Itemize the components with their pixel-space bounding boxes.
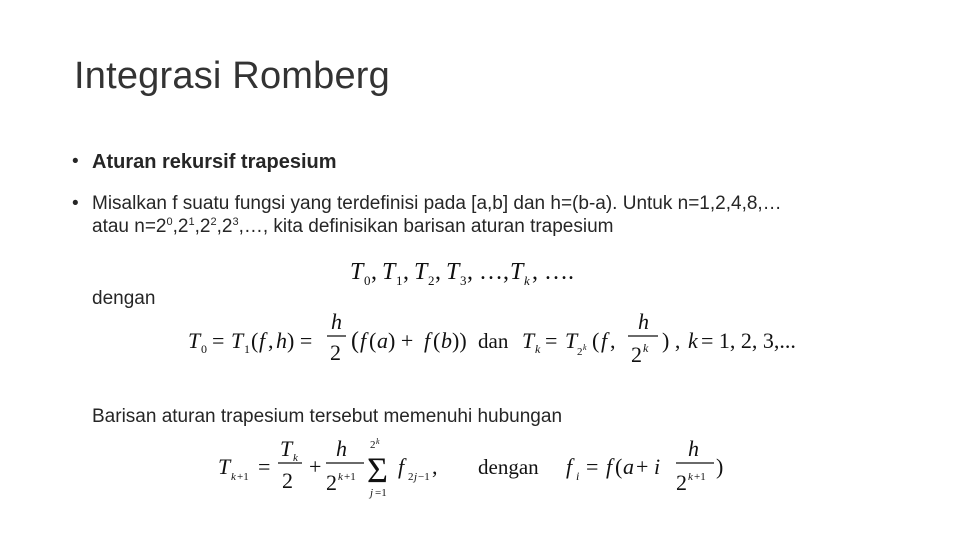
svg-text:h: h bbox=[688, 436, 699, 461]
svg-text:T: T bbox=[446, 259, 460, 285]
svg-text:j: j bbox=[370, 487, 374, 499]
exponent-2: 2 bbox=[210, 216, 217, 228]
bullet-symbol: • bbox=[72, 151, 79, 172]
svg-text:T: T bbox=[188, 328, 201, 353]
svg-text:k: k bbox=[688, 328, 698, 353]
svg-text:+: + bbox=[636, 454, 649, 479]
svg-text:(: ( bbox=[369, 328, 377, 353]
svg-text:=: = bbox=[586, 454, 599, 479]
svg-text:2: 2 bbox=[631, 342, 642, 367]
svg-text:h: h bbox=[276, 328, 287, 353]
svg-text:1: 1 bbox=[244, 342, 250, 356]
svg-text:0: 0 bbox=[364, 273, 371, 288]
svg-text:(: ( bbox=[615, 454, 623, 479]
svg-text:T: T bbox=[218, 454, 231, 479]
dengan-label: dengan bbox=[92, 288, 156, 309]
definition-line-1: Misalkan f suatu fungsi yang terdefinisi pada [a,b] dan h=(b-a). Untuk n=1,2,4,8,… bbox=[92, 193, 782, 214]
formula-base-and-general bbox=[188, 310, 798, 377]
svg-text:f: f bbox=[398, 454, 405, 479]
svg-text:, ….: , …. bbox=[532, 259, 574, 285]
exponent-1: 1 bbox=[188, 216, 195, 228]
svg-text:f: f bbox=[606, 454, 613, 479]
formula-sequence bbox=[350, 255, 590, 296]
svg-text:,: , bbox=[432, 454, 438, 479]
svg-text:i: i bbox=[576, 469, 580, 483]
svg-text:+1: +1 bbox=[694, 471, 706, 483]
formula-recurrence bbox=[218, 438, 738, 509]
svg-text:=: = bbox=[212, 328, 225, 353]
svg-text:=: = bbox=[545, 328, 558, 353]
svg-text:= 1, 2, 3,...: = 1, 2, 3,... bbox=[701, 328, 796, 353]
svg-text:) =: ) = bbox=[287, 328, 313, 353]
svg-text:a: a bbox=[623, 454, 634, 479]
svg-text:T: T bbox=[350, 259, 364, 285]
svg-text:,: , bbox=[268, 328, 274, 353]
svg-text:2: 2 bbox=[282, 468, 293, 493]
separator: , bbox=[194, 216, 200, 237]
svg-text:a: a bbox=[377, 328, 388, 353]
svg-text:2: 2 bbox=[326, 470, 337, 495]
svg-text:Σ: Σ bbox=[367, 450, 388, 490]
exponent-0: 0 bbox=[166, 216, 173, 228]
svg-text:T: T bbox=[510, 259, 524, 285]
svg-text:k: k bbox=[293, 452, 298, 464]
svg-text:b: b bbox=[441, 328, 452, 353]
svg-text:f: f bbox=[360, 328, 367, 353]
svg-text:3: 3 bbox=[460, 273, 467, 288]
dan-word: dan bbox=[478, 329, 509, 353]
svg-text:k: k bbox=[231, 471, 236, 483]
svg-text:k: k bbox=[524, 273, 530, 288]
line2-prefix: atau n=2 bbox=[92, 216, 167, 237]
svg-text:k: k bbox=[338, 471, 343, 483]
svg-text:T: T bbox=[522, 328, 535, 353]
separator: , bbox=[216, 216, 222, 237]
slide-title: Integrasi Romberg bbox=[74, 55, 390, 97]
svg-text:) +: ) + bbox=[388, 328, 414, 353]
svg-text:(: ( bbox=[433, 328, 441, 353]
svg-text:−1: −1 bbox=[418, 471, 430, 483]
barisan-label: Barisan aturan trapesium tersebut memenuhi hubungan bbox=[92, 406, 563, 427]
svg-text:2: 2 bbox=[577, 346, 583, 358]
svg-text:h: h bbox=[331, 309, 342, 334]
svg-text:T: T bbox=[280, 436, 293, 461]
svg-text:i: i bbox=[654, 454, 661, 479]
svg-text:h: h bbox=[336, 436, 347, 461]
svg-text:h: h bbox=[638, 309, 649, 334]
svg-text:(: ( bbox=[592, 328, 600, 353]
bullet-symbol: • bbox=[72, 193, 79, 214]
svg-text:)): )) bbox=[452, 328, 467, 353]
svg-text:k: k bbox=[643, 341, 649, 355]
svg-text:k: k bbox=[583, 343, 587, 352]
line2-suffix: ,…, kita definisikan barisan aturan trapesium bbox=[238, 216, 614, 237]
svg-text:1: 1 bbox=[396, 273, 403, 288]
svg-text:2: 2 bbox=[408, 471, 414, 483]
bullet-heading: Aturan rekursif trapesium bbox=[92, 151, 337, 173]
svg-text:T: T bbox=[565, 328, 578, 353]
svg-text:, …,: , …, bbox=[467, 259, 509, 285]
svg-text:k: k bbox=[376, 437, 380, 446]
svg-text:(: ( bbox=[251, 328, 259, 353]
svg-text:j: j bbox=[414, 471, 418, 483]
svg-text:T: T bbox=[414, 259, 428, 285]
svg-text:+: + bbox=[309, 454, 322, 479]
svg-text:) ,: ) , bbox=[662, 328, 681, 353]
svg-text:): ) bbox=[716, 454, 724, 479]
svg-text:+1: +1 bbox=[237, 471, 249, 483]
svg-text:f: f bbox=[566, 454, 573, 479]
svg-text:k: k bbox=[688, 471, 693, 483]
svg-text:2: 2 bbox=[676, 470, 687, 495]
definition-line-2: atau $n=2^0,2^1,2^2,2^3,\dots$, kita definisikan barisan aturan trapesium bbox=[92, 216, 614, 237]
svg-text:,: , bbox=[435, 259, 441, 285]
svg-text:f: f bbox=[424, 328, 431, 353]
svg-text:,: , bbox=[610, 328, 616, 353]
exponent-3: 3 bbox=[232, 216, 239, 228]
svg-text:2: 2 bbox=[370, 439, 376, 451]
svg-text:,: , bbox=[371, 259, 377, 285]
svg-text:(: ( bbox=[351, 328, 359, 354]
svg-text:f: f bbox=[259, 328, 266, 353]
svg-text:=1: =1 bbox=[375, 487, 387, 499]
svg-text:T: T bbox=[231, 328, 244, 353]
svg-text:0: 0 bbox=[201, 342, 207, 356]
svg-text:,: , bbox=[403, 259, 409, 285]
svg-text:2: 2 bbox=[428, 273, 435, 288]
svg-text:+1: +1 bbox=[344, 471, 356, 483]
svg-text:f: f bbox=[601, 328, 608, 353]
svg-text:T: T bbox=[382, 259, 396, 285]
svg-text:k: k bbox=[535, 342, 541, 356]
svg-text:=: = bbox=[258, 454, 271, 479]
svg-text:2: 2 bbox=[330, 340, 341, 365]
dengan-word: dengan bbox=[478, 455, 539, 479]
separator: , bbox=[172, 216, 178, 237]
